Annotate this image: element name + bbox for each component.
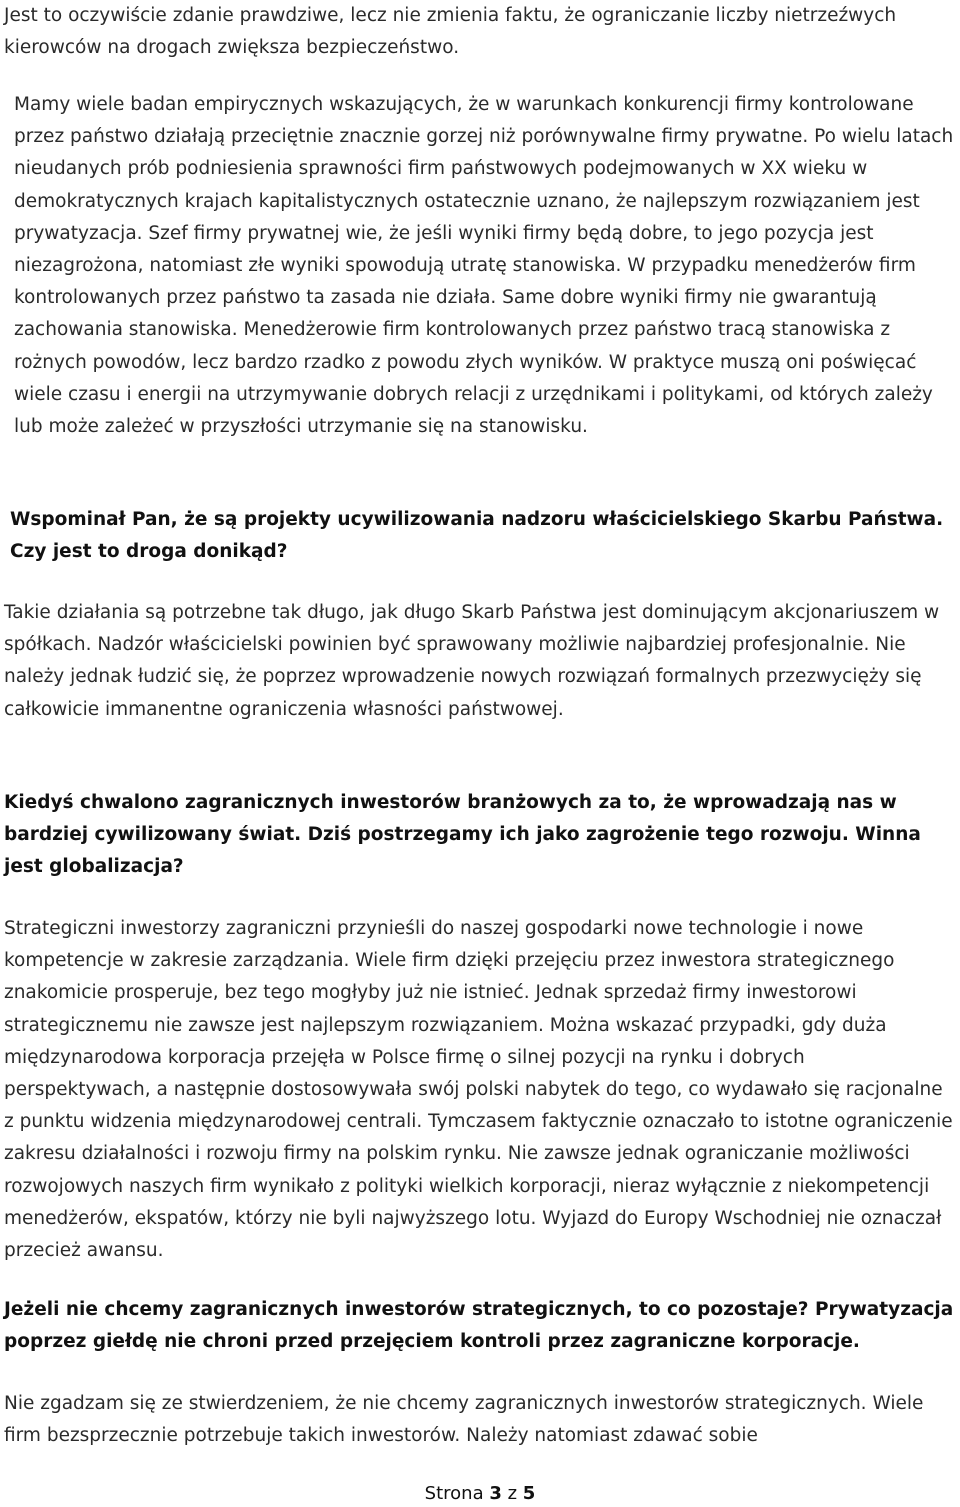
question-3: Jeżeli nie chcemy zagranicznych inwestorów strategicznych, to co pozostaje? Prywatyzacja poprzez giełdę nie chroni przed przejęciem kontroli przez zagraniczne korporacje. xyxy=(4,1299,954,1353)
paragraph-intro: Jest to oczywiście zdanie prawdziwe, lecz nie zmienia faktu, że ograniczanie liczby nietrzeźwych kierowców na drogach zwiększa bezpieczeństwo. xyxy=(4,5,897,59)
question-2: Kiedyś chwalono zagranicznych inwestorów branżowych za to, że wprowadzają nas w bardziej cywilizowany świat. Dziś postrzegamy ich jako zagrożenie tego rozwoju. Winna jest globalizacja? xyxy=(4,792,921,878)
current-page-number: 3 xyxy=(489,1483,502,1504)
paragraph-answer-4: Nie zgadzam się ze stwierdzeniem, że nie chcemy zagranicznych inwestorów strategicznych. Wiele firm bezsprzecznie potrzebuje takich inwestorów. Należy natomiast zdawać sobie xyxy=(4,1393,924,1447)
page-label: Strona xyxy=(424,1483,484,1504)
total-pages-number: 5 xyxy=(522,1483,536,1504)
paragraph-answer-2: Takie działania są potrzebne tak długo, jak długo Skarb Państwa jest dominującym akcjonariuszem w spółkach. Nadzór właścicielski powinien być sprawowany możliwie najbardziej profesjonalnie. Nie należy jednak łudzić się, że poprzez wprowadzenie nowych rozwiązań formalnych przezwycięży się całkowicie immanentne ograniczenia własności państwowej. xyxy=(4,602,940,720)
page-footer xyxy=(0,1482,960,1506)
paragraph-answer-3: Strategiczni inwestorzy zagraniczni przynieśli do naszej gospodarki nowe technologie i nowe kompetencje w zakresie zarządzania. Wiele firm dzięki przejęciu przez inwestora strategicznego znakomicie prosperuje, bez tego mogłyby już nie istnieć. Jednak sprzedaż firmy inwestorowi strategicznemu nie zawsze jest najlepszym rozwiązaniem. Można wskazać przypadki, gdy duża międzynarodowa korporacja przejęła w Polsce firmę o silnej pozycji na rynku i dobrych perspektywach, a następnie dostosowywała swój polski nabytek do tego, co wydawało się racjonalne z punktu widzenia międzynarodowej centrali. Tymczasem faktycznie oznaczało to istotne ograniczenie zakresu działalności i rozwoju firmy na polskim rynku. Nie zawsze jednak ograniczanie możliwości rozwojowych naszych firm wynikało z polityki wielkich korporacji, nieraz wyłącznie z niekompetencji menedżerów, ekspatów, którzy nie byli najwyższego lotu. Wyjazd do Europy Wschodniej nie oznaczał przecież awansu. xyxy=(4,918,953,1262)
page-separator: z xyxy=(507,1483,518,1504)
paragraph-answer-1: Mamy wiele badan empirycznych wskazujących, że w warunkach konkurencji firmy kontrolowane przez państwo działają przeciętnie znacznie gorzej niż porównywalne firmy prywatne. Po wielu latach nieudanych prób podniesienia sprawności firm państwowych podejmowanych w XX wieku w demokratycznych krajach kapitalistycznych ostatecznie uznano, że najlepszym rozwiązaniem jest prywatyzacja. Szef firmy prywatnej wie, że jeśli wyniki firmy będą dobre, to jego pozycja jest niezagrożona, natomiast złe wyniki spowodują utratę stanowiska. W przypadku menedżerów firm kontrolowanych przez państwo ta zasada nie działa. Same dobre wyniki firmy nie gwarantują zachowania stanowiska. Menedżerowie firm kontrolowanych przez państwo tracą stanowiska z rożnych powodów, lecz bardzo rzadko z powodu złych wyników. W praktyce muszą oni poświęcać wiele czasu i energii na utrzymywanie dobrych relacji z urzędnikami i politykami, od których zależy lub może zależeć w przyszłości utrzymanie się na stanowisku. xyxy=(14,94,954,438)
question-1: Wspominał Pan, że są projekty ucywilizowania nadzoru właścicielskiego Skarbu Państwa. Czy jest to droga donikąd? xyxy=(10,509,944,563)
